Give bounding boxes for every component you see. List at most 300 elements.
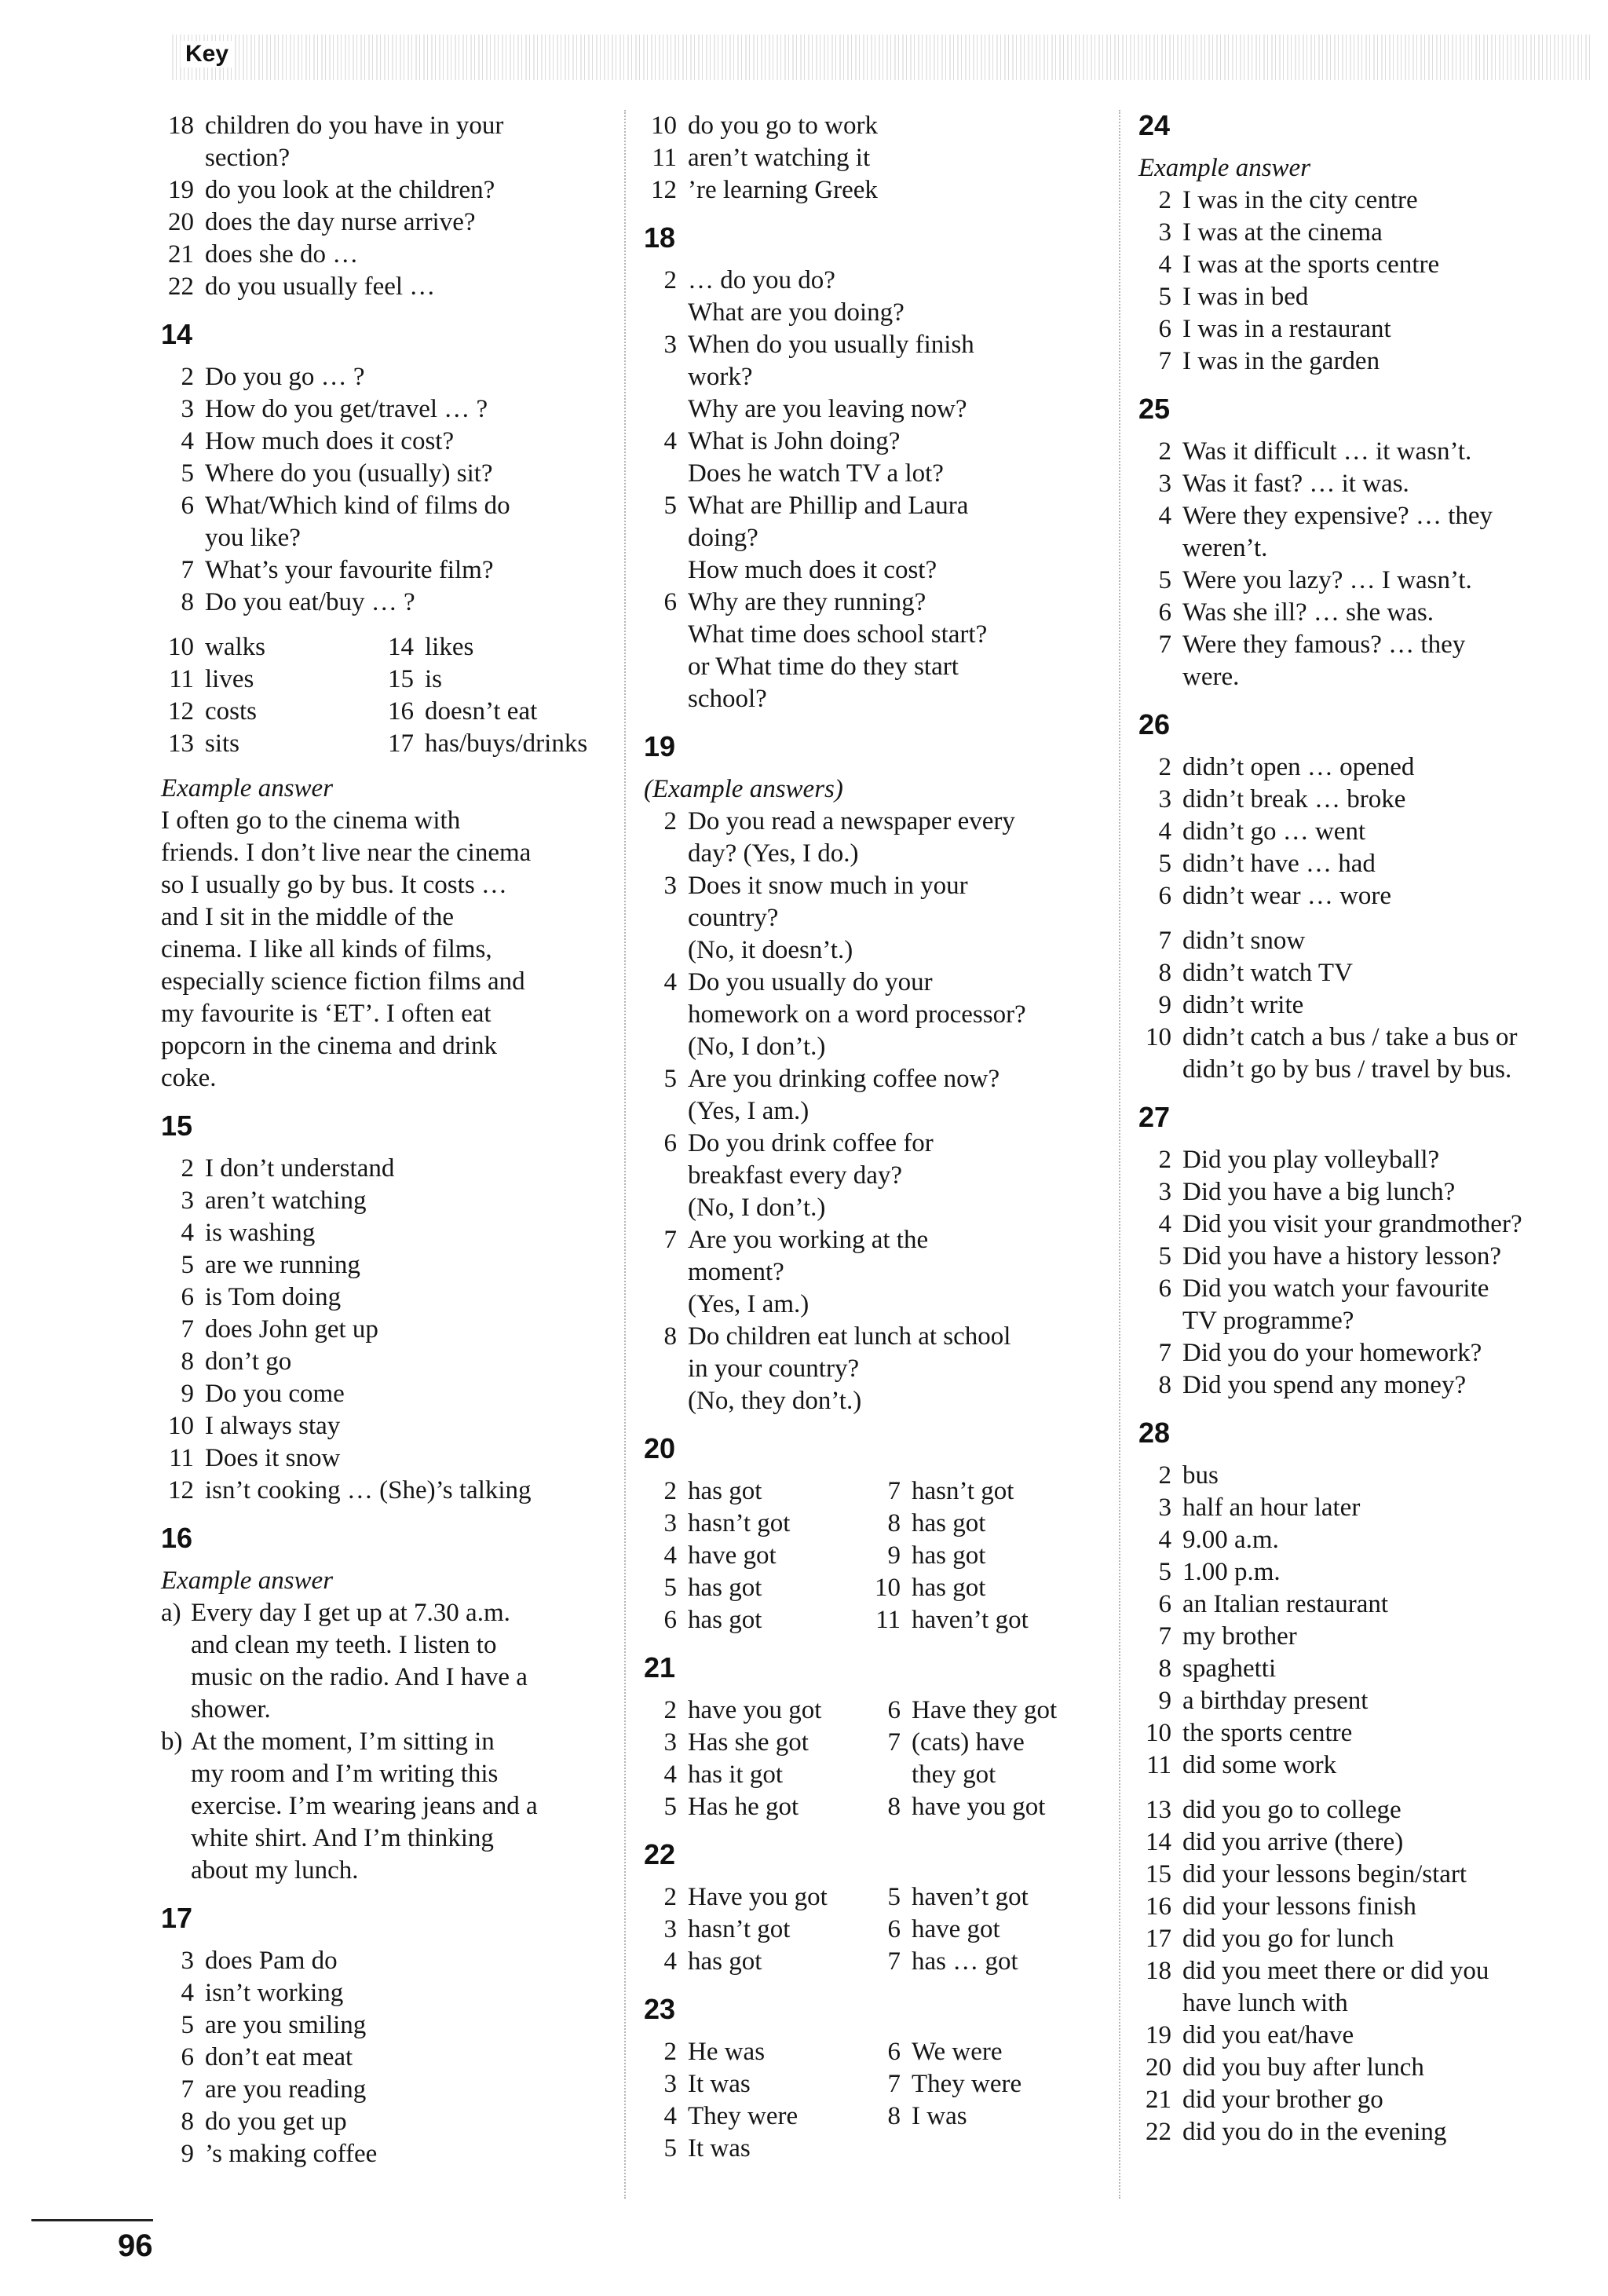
column-3 [1138, 110, 1594, 2148]
list [1138, 1144, 1594, 1402]
item-number: 9 [1158, 991, 1171, 1019]
answer-line [644, 265, 1091, 297]
answer-line [1138, 1621, 1594, 1653]
section-heading: 26 [1138, 708, 1171, 740]
item-number: 2 [663, 1477, 677, 1505]
item-text: have got [688, 1541, 777, 1570]
item-text: TV programme? [1182, 1307, 1354, 1335]
answer-line [1138, 249, 1594, 281]
answer-line [644, 1353, 1091, 1385]
item-text: sits [205, 729, 240, 758]
answer-cell [161, 664, 381, 696]
item-number [644, 651, 688, 683]
item-number [644, 902, 688, 934]
item-number: 8 [1158, 959, 1171, 987]
item-number: 2 [181, 1154, 194, 1183]
item-number: 7 [887, 2070, 901, 2098]
answer-cell [644, 1695, 868, 1727]
item-text: Did you have a big lunch? [1182, 1178, 1456, 1206]
answer-line [161, 1185, 601, 1217]
answer-grid [161, 631, 601, 760]
answer-line [161, 174, 601, 207]
item-text: my brother [1182, 1622, 1297, 1651]
item-number: 7 [887, 1477, 901, 1505]
item-number: 2 [181, 363, 194, 391]
item-number [644, 1031, 688, 1063]
item-text: hasn’t got [912, 1477, 1014, 1505]
answer-grid [644, 2036, 1091, 2165]
item-text: Do you go … ? [205, 363, 365, 391]
answer-line [644, 651, 1091, 683]
item-text: He was [688, 2038, 766, 2066]
item-text: I was in bed [1182, 283, 1309, 311]
answer-line [644, 1192, 1091, 1224]
item-number: 18 [1146, 1957, 1171, 1985]
item-text: did you arrive (there) [1182, 1828, 1404, 1856]
item-number: 5 [181, 2011, 194, 2039]
item-text: (No, I don’t.) [688, 1033, 826, 1061]
item-number [644, 522, 688, 554]
item-text: Does it snow much in your [688, 872, 968, 900]
item-text: have you got [912, 1793, 1046, 1821]
answer-line [644, 1160, 1091, 1192]
item-text: didn’t have … had [1182, 850, 1376, 878]
item-number: 7 [181, 556, 194, 584]
paragraph-line: especially science fiction films and [161, 967, 525, 996]
answer-line [1138, 1369, 1594, 1402]
answer-line [161, 522, 601, 554]
answer-line [644, 554, 1091, 587]
item-number: 2 [1158, 753, 1171, 781]
item-text: didn’t break … broke [1182, 785, 1406, 813]
item-text: aren’t watching [205, 1186, 367, 1215]
answer-line [161, 1977, 601, 2009]
item-number: 12 [168, 697, 194, 726]
answer-line [1138, 1891, 1594, 1923]
item-text: I was in a restaurant [1182, 315, 1391, 343]
answer-line [1138, 1556, 1594, 1589]
item-number: 9 [181, 1380, 194, 1408]
answer-cell [644, 1604, 868, 1636]
list [1138, 185, 1594, 378]
item-text: you like? [205, 524, 301, 552]
item-text: Has he got [688, 1793, 799, 1821]
answer-cell [868, 1759, 1091, 1791]
item-number: 3 [663, 872, 677, 900]
item-number: 4 [181, 1979, 194, 2007]
answer-line [1138, 1717, 1594, 1749]
item-text: did you go to college [1182, 1796, 1402, 1824]
item-text: Were you lazy? … I wasn’t. [1182, 566, 1472, 594]
item-number [644, 683, 688, 715]
item-text: moment? [688, 1258, 784, 1286]
section-heading: 19 [644, 730, 676, 762]
answer-line [1138, 848, 1594, 880]
item-number: 6 [887, 1915, 901, 1943]
item-text: work? [688, 363, 753, 391]
item-number: 8 [663, 1322, 677, 1351]
answer-line [1138, 500, 1594, 532]
item-text: Every day I get up at 7.30 a.m. [191, 1599, 510, 1627]
item-text: the sports centre [1182, 1719, 1353, 1747]
item-text: didn’t wear … wore [1182, 882, 1392, 910]
answer-line [644, 1128, 1091, 1160]
item-number: 3 [1158, 218, 1171, 247]
item-number: 17 [1146, 1925, 1171, 1953]
answer-line [644, 1224, 1091, 1256]
item-text: did you buy after lunch [1182, 2053, 1424, 2082]
answer-cell [644, 2100, 868, 2133]
answer-line [161, 426, 601, 458]
item-number: 22 [1146, 2118, 1171, 2146]
answer-cell [644, 1914, 868, 1946]
item-text: ’s making coffee [205, 2140, 378, 2168]
item-number: 3 [181, 1947, 194, 1975]
answer-cell [868, 1695, 1091, 1727]
item-number: 6 [1158, 882, 1171, 910]
answer-line [644, 174, 1091, 207]
item-number: 2 [663, 1883, 677, 1911]
item-number [644, 619, 688, 651]
item-number [1138, 1987, 1182, 2020]
paragraph-line: friends. I don’t live near the cinema [161, 839, 532, 867]
item-number: 3 [663, 2070, 677, 2098]
item-text: didn’t catch a bus / take a bus or [1182, 1023, 1518, 1051]
item-number: 4 [663, 427, 677, 455]
item-text: What time does school start? [688, 620, 988, 649]
answer-cell [868, 1914, 1091, 1946]
answer-line [161, 142, 601, 174]
answer-cell [644, 1946, 868, 1978]
answer-line [644, 902, 1091, 934]
answer-cell [644, 1508, 868, 1540]
answer-line [644, 683, 1091, 715]
answer-cell [868, 1604, 1091, 1636]
item-text: Have they got [912, 1696, 1058, 1724]
item-number: 2 [1158, 186, 1171, 214]
item-text: Does it snow [205, 1444, 341, 1472]
item-text: a birthday present [1182, 1687, 1369, 1715]
list [161, 1153, 601, 1507]
item-number: 5 [1158, 1558, 1171, 1586]
item-text: ’re learning Greek [688, 176, 878, 204]
header-key-label: Key [181, 41, 233, 68]
item-text: and clean my teeth. I listen to [191, 1631, 497, 1659]
item-text: How much does it cost? [205, 427, 455, 455]
item-text: Are you drinking coffee now? [688, 1065, 1000, 1093]
item-text: about my lunch. [191, 1856, 359, 1885]
item-number: 6 [181, 2043, 194, 2071]
item-number: 8 [887, 2102, 901, 2130]
item-text: Did you do your homework? [1182, 1339, 1482, 1367]
item-text: Was she ill? … she was. [1182, 598, 1434, 627]
item-number: 20 [168, 208, 194, 236]
section-heading: 20 [644, 1432, 676, 1464]
answer-line [1138, 1492, 1594, 1524]
item-text: I was in the garden [1182, 347, 1380, 375]
item-number: 6 [181, 492, 194, 520]
answer-line [1138, 629, 1594, 661]
item-number: 7 [1158, 1622, 1171, 1651]
answer-line [161, 110, 601, 142]
section-heading: 27 [1138, 1101, 1171, 1133]
item-text: (Yes, I am.) [688, 1290, 809, 1318]
page-number-rule [31, 2219, 153, 2221]
item-text: are we running [205, 1251, 360, 1279]
item-text: homework on a word processor? [688, 1000, 1026, 1029]
item-number [1138, 1305, 1182, 1337]
item-text: has got [688, 1606, 762, 1634]
item-number: 7 [1158, 927, 1171, 955]
item-number: 8 [1158, 1654, 1171, 1683]
list [161, 1597, 601, 1887]
answer-line [644, 1063, 1091, 1095]
item-text: does the day nurse arrive? [205, 208, 476, 236]
item-text: lives [205, 665, 254, 693]
column-1 [161, 110, 601, 2170]
paragraph-line: I often go to the cinema with [161, 806, 461, 835]
item-number [868, 1759, 912, 1791]
paragraph-line: coke. [161, 1064, 217, 1092]
item-text: breakfast every day? [688, 1161, 903, 1190]
item-text: haven’t got [912, 1883, 1029, 1911]
answer-line [644, 522, 1091, 554]
item-number: 4 [663, 1947, 677, 1976]
item-number: 14 [1146, 1828, 1171, 1856]
item-number: 4 [663, 1541, 677, 1570]
item-number [644, 1160, 688, 1192]
item-number: 5 [1158, 283, 1171, 311]
list [161, 1945, 601, 2170]
item-number: 5 [663, 2134, 677, 2163]
answer-line [161, 2009, 601, 2042]
item-text: has got [912, 1509, 986, 1537]
item-number: 5 [1158, 566, 1171, 594]
item-text: At the moment, I’m sitting in [191, 1727, 495, 1756]
item-text: Did you watch your favourite [1182, 1274, 1489, 1303]
item-number [1138, 661, 1182, 693]
answer-line [644, 142, 1091, 174]
answer-line [644, 806, 1091, 838]
answer-cell [868, 2133, 1091, 2165]
answer-line [1138, 2052, 1594, 2084]
item-number [161, 1629, 191, 1662]
item-number [161, 142, 205, 174]
answer-line [1138, 345, 1594, 378]
answer-line [1138, 1273, 1594, 1305]
list [644, 110, 1091, 207]
item-text: (cats) have [912, 1728, 1025, 1757]
item-text: Does he watch TV a lot? [688, 459, 944, 488]
answer-line [161, 1442, 601, 1475]
section-heading: 21 [644, 1651, 676, 1684]
item-number: 19 [1146, 2021, 1171, 2049]
list [1138, 1794, 1594, 2148]
item-text: has got [912, 1574, 986, 1602]
item-number: 3 [663, 1728, 677, 1757]
item-number: 16 [1146, 1892, 1171, 1921]
item-text: hasn’t got [688, 1509, 791, 1537]
answer-cell [868, 1727, 1091, 1759]
answer-line [1138, 661, 1594, 693]
answer-line [644, 967, 1091, 999]
paragraph-line: cinema. I like all kinds of films, [161, 935, 492, 963]
answer-line [161, 1249, 601, 1281]
item-text: day? (Yes, I do.) [688, 839, 859, 868]
item-text: 1.00 p.m. [1182, 1558, 1281, 1586]
item-number: 5 [663, 1793, 677, 1821]
answer-cell [868, 1540, 1091, 1572]
answer-line [1138, 565, 1594, 597]
item-text: Was it difficult … it wasn’t. [1182, 437, 1472, 466]
item-text: an Italian restaurant [1182, 1590, 1389, 1618]
item-number: 3 [181, 1186, 194, 1215]
list [161, 110, 601, 303]
answer-line [644, 1289, 1091, 1321]
item-number: 14 [388, 633, 414, 661]
answer-line [1138, 751, 1594, 784]
answer-line [161, 2138, 601, 2170]
answer-line [644, 838, 1091, 870]
answer-line [1138, 1826, 1594, 1859]
answer-cell [644, 2068, 868, 2100]
item-number: 6 [1158, 1274, 1171, 1303]
answer-line [1138, 1208, 1594, 1241]
answer-line [1138, 957, 1594, 989]
item-number: 4 [1158, 1526, 1171, 1554]
answer-line [161, 1855, 601, 1887]
item-text: doing? [688, 524, 758, 552]
answer-line [161, 554, 601, 587]
answer-line [161, 490, 601, 522]
item-text: have you got [688, 1696, 822, 1724]
item-text: has/buys/drinks [425, 729, 588, 758]
item-number: 5 [663, 1065, 677, 1093]
item-number: 6 [663, 588, 677, 616]
item-number [644, 999, 688, 1031]
item-number: 12 [651, 176, 677, 204]
section-heading: 18 [644, 221, 676, 254]
item-text: It was [688, 2070, 751, 2098]
answer-line [644, 870, 1091, 902]
item-text: What’s your favourite film? [205, 556, 494, 584]
item-number: 5 [181, 1251, 194, 1279]
answer-line [161, 361, 601, 393]
item-text: has got [688, 1947, 762, 1976]
item-number: 3 [1158, 785, 1171, 813]
item-text: didn’t open … opened [1182, 753, 1415, 781]
answer-line [161, 207, 601, 239]
item-text: (No, it doesn’t.) [688, 936, 853, 964]
answer-line [161, 1153, 601, 1185]
item-number: 10 [1146, 1023, 1171, 1051]
answer-line [161, 239, 601, 271]
item-text: I was at the cinema [1182, 218, 1383, 247]
item-text: haven’t got [912, 1606, 1029, 1634]
item-text: did your lessons begin/start [1182, 1860, 1467, 1888]
answer-line [1138, 1176, 1594, 1208]
answer-line [161, 1314, 601, 1346]
item-text: weren’t. [1182, 534, 1268, 562]
section-heading: 17 [161, 1902, 193, 1934]
item-number: 5 [1158, 1242, 1171, 1270]
answer-line [1138, 1653, 1594, 1685]
item-text: Why are they running? [688, 588, 926, 616]
example-label: (Example answers) [644, 775, 843, 803]
answer-line [644, 490, 1091, 522]
answer-line [1138, 185, 1594, 217]
item-number: 4 [663, 1760, 677, 1789]
list [644, 265, 1091, 715]
item-text: I always stay [205, 1412, 341, 1440]
item-number: 11 [169, 665, 194, 693]
answer-line [644, 458, 1091, 490]
item-number: 3 [663, 1509, 677, 1537]
answer-line [1138, 1337, 1594, 1369]
answer-line [161, 1694, 601, 1726]
item-number: 8 [887, 1793, 901, 1821]
list [161, 361, 601, 619]
answer-cell [644, 1475, 868, 1508]
item-number [161, 1823, 191, 1855]
item-text: Do children eat lunch at school [688, 1322, 1011, 1351]
section-heading: 16 [161, 1522, 193, 1554]
paragraph-line: my favourite is ‘ET’. I often eat [161, 1000, 492, 1028]
item-text: They were [912, 2070, 1022, 2098]
answer-line [1138, 217, 1594, 249]
item-number: 4 [663, 2102, 677, 2130]
answer-line [1138, 281, 1594, 313]
answer-line [1138, 925, 1594, 957]
answer-line [161, 1410, 601, 1442]
answer-line [161, 458, 601, 490]
item-text: How do you get/travel … ? [205, 395, 488, 423]
answer-line [644, 426, 1091, 458]
list [1138, 436, 1594, 693]
answer-line [161, 1945, 601, 1977]
answer-line [1138, 1859, 1594, 1891]
item-text: Did you play volleyball? [1182, 1146, 1440, 1174]
item-number: 5 [1158, 850, 1171, 878]
answer-cell [868, 1881, 1091, 1914]
item-text: How much does it cost? [688, 556, 937, 584]
item-number: 10 [1146, 1719, 1171, 1747]
answer-cell [381, 728, 601, 760]
item-text: do you look at the children? [205, 176, 495, 204]
answer-line [644, 297, 1091, 329]
answer-line [161, 1629, 601, 1662]
item-number [161, 1790, 191, 1823]
item-number: 5 [181, 459, 194, 488]
item-text: did you meet there or did you [1182, 1957, 1489, 1985]
answer-line [1138, 1524, 1594, 1556]
example-label: Example answer [161, 774, 334, 803]
column-2 [644, 110, 1091, 2165]
item-number [161, 1758, 191, 1790]
answer-cell [644, 1727, 868, 1759]
item-text: don’t eat meat [205, 2043, 353, 2071]
answer-line [161, 1346, 601, 1378]
answer-cell [868, 1791, 1091, 1823]
item-number: 9 [1158, 1687, 1171, 1715]
answer-line [1138, 816, 1594, 848]
answer-cell [644, 1791, 868, 1823]
item-number: 11 [169, 1444, 194, 1472]
item-number: 4 [1158, 817, 1171, 846]
answer-line [644, 1321, 1091, 1353]
item-number: 6 [1158, 598, 1171, 627]
item-text: did your lessons finish [1182, 1892, 1416, 1921]
